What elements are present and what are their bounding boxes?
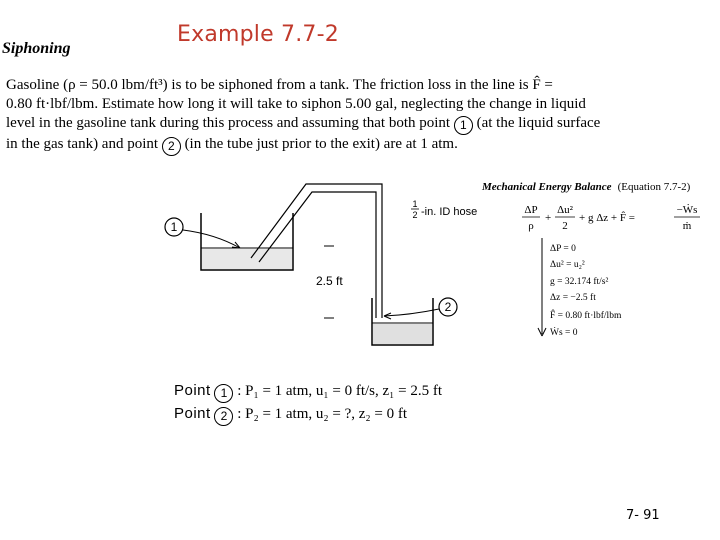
eq-ws: −Ẇs <box>676 204 698 216</box>
meb-reference: (Equation 7.7-2) <box>617 181 691 193</box>
point-2-arrow <box>384 309 439 316</box>
eq-dp: ΔP <box>524 204 538 216</box>
point-2-marker: 2 <box>214 407 233 426</box>
point-1-conditions <box>174 380 442 403</box>
eq-two: 2 <box>562 220 568 232</box>
point-1-marker: 1 <box>214 384 233 403</box>
eq-rho: ρ <box>528 220 534 232</box>
point-label: Point <box>174 382 211 399</box>
meb-condition: Ẇs = 0 <box>550 328 578 338</box>
meb-condition: ΔP = 0 <box>550 244 576 254</box>
lower-liquid <box>373 324 432 344</box>
meb-condition: F̂ = 0.80 ft·lbf/lbm <box>550 311 622 321</box>
point-label: Point <box>174 405 211 422</box>
eq-gdz: + g Δz + F̂ = <box>579 212 635 224</box>
point-1-marker: 1 <box>454 116 473 135</box>
upper-liquid <box>202 249 292 269</box>
point-2-conditions <box>174 403 442 426</box>
point-2-values: : P₂ = 1 atm, u₂ = ?, z₂ = 0 ft <box>237 406 408 422</box>
eq-plus: + <box>545 212 552 224</box>
meb-heading <box>482 181 690 193</box>
section-title: Siphoning <box>2 40 71 57</box>
point-1-label: 1 <box>170 220 178 234</box>
problem-line-3b: (at the liquid surface <box>476 115 601 131</box>
hose-label: -in. ID hose <box>421 206 478 218</box>
point-2-marker: 2 <box>162 137 181 156</box>
meb-condition: Δz = −2.5 ft <box>550 293 596 303</box>
eq-du2: Δu² <box>557 204 573 216</box>
meb-condition: g = 32.174 ft/s² <box>550 277 609 287</box>
problem-line-1: Gasoline (ρ = 50.0 lbm/ft³) is to be siphoned from a tank. The friction loss in the line is F̂ = <box>6 77 553 93</box>
height-label: 2.5 ft <box>316 274 343 288</box>
point-1-arrowhead <box>232 242 240 248</box>
meb-condition: Δu² = u₂² <box>550 260 585 270</box>
meb-title: Mechanical Energy Balance <box>482 181 612 193</box>
eq-m: ṁ <box>682 220 692 232</box>
problem-line-2: 0.80 ft·lbf/lbm. Estimate how long it will take to siphon 5.00 gal, neglecting the change in liquid <box>6 96 586 112</box>
problem-line-4b: (in the tube just prior to the exit) are at 1 atm. <box>184 136 458 152</box>
problem-line-4a: in the gas tank) and point <box>6 136 159 152</box>
page-number: 7- 91 <box>626 508 660 523</box>
hose-fraction-den: 2 <box>412 210 418 220</box>
point-1-values: : P₁ = 1 atm, u₁ = 0 ft/s, z₁ = 2.5 ft <box>237 383 443 399</box>
slide-title: Example 7.7-2 <box>177 22 339 47</box>
point-conditions <box>174 380 442 426</box>
point-2-label: 2 <box>444 300 452 314</box>
problem-line-3a: level in the gasoline tank during this process and assuming that both point <box>6 115 451 131</box>
hose-fraction-num: 1 <box>412 199 418 209</box>
point-1-arrow <box>183 230 240 248</box>
